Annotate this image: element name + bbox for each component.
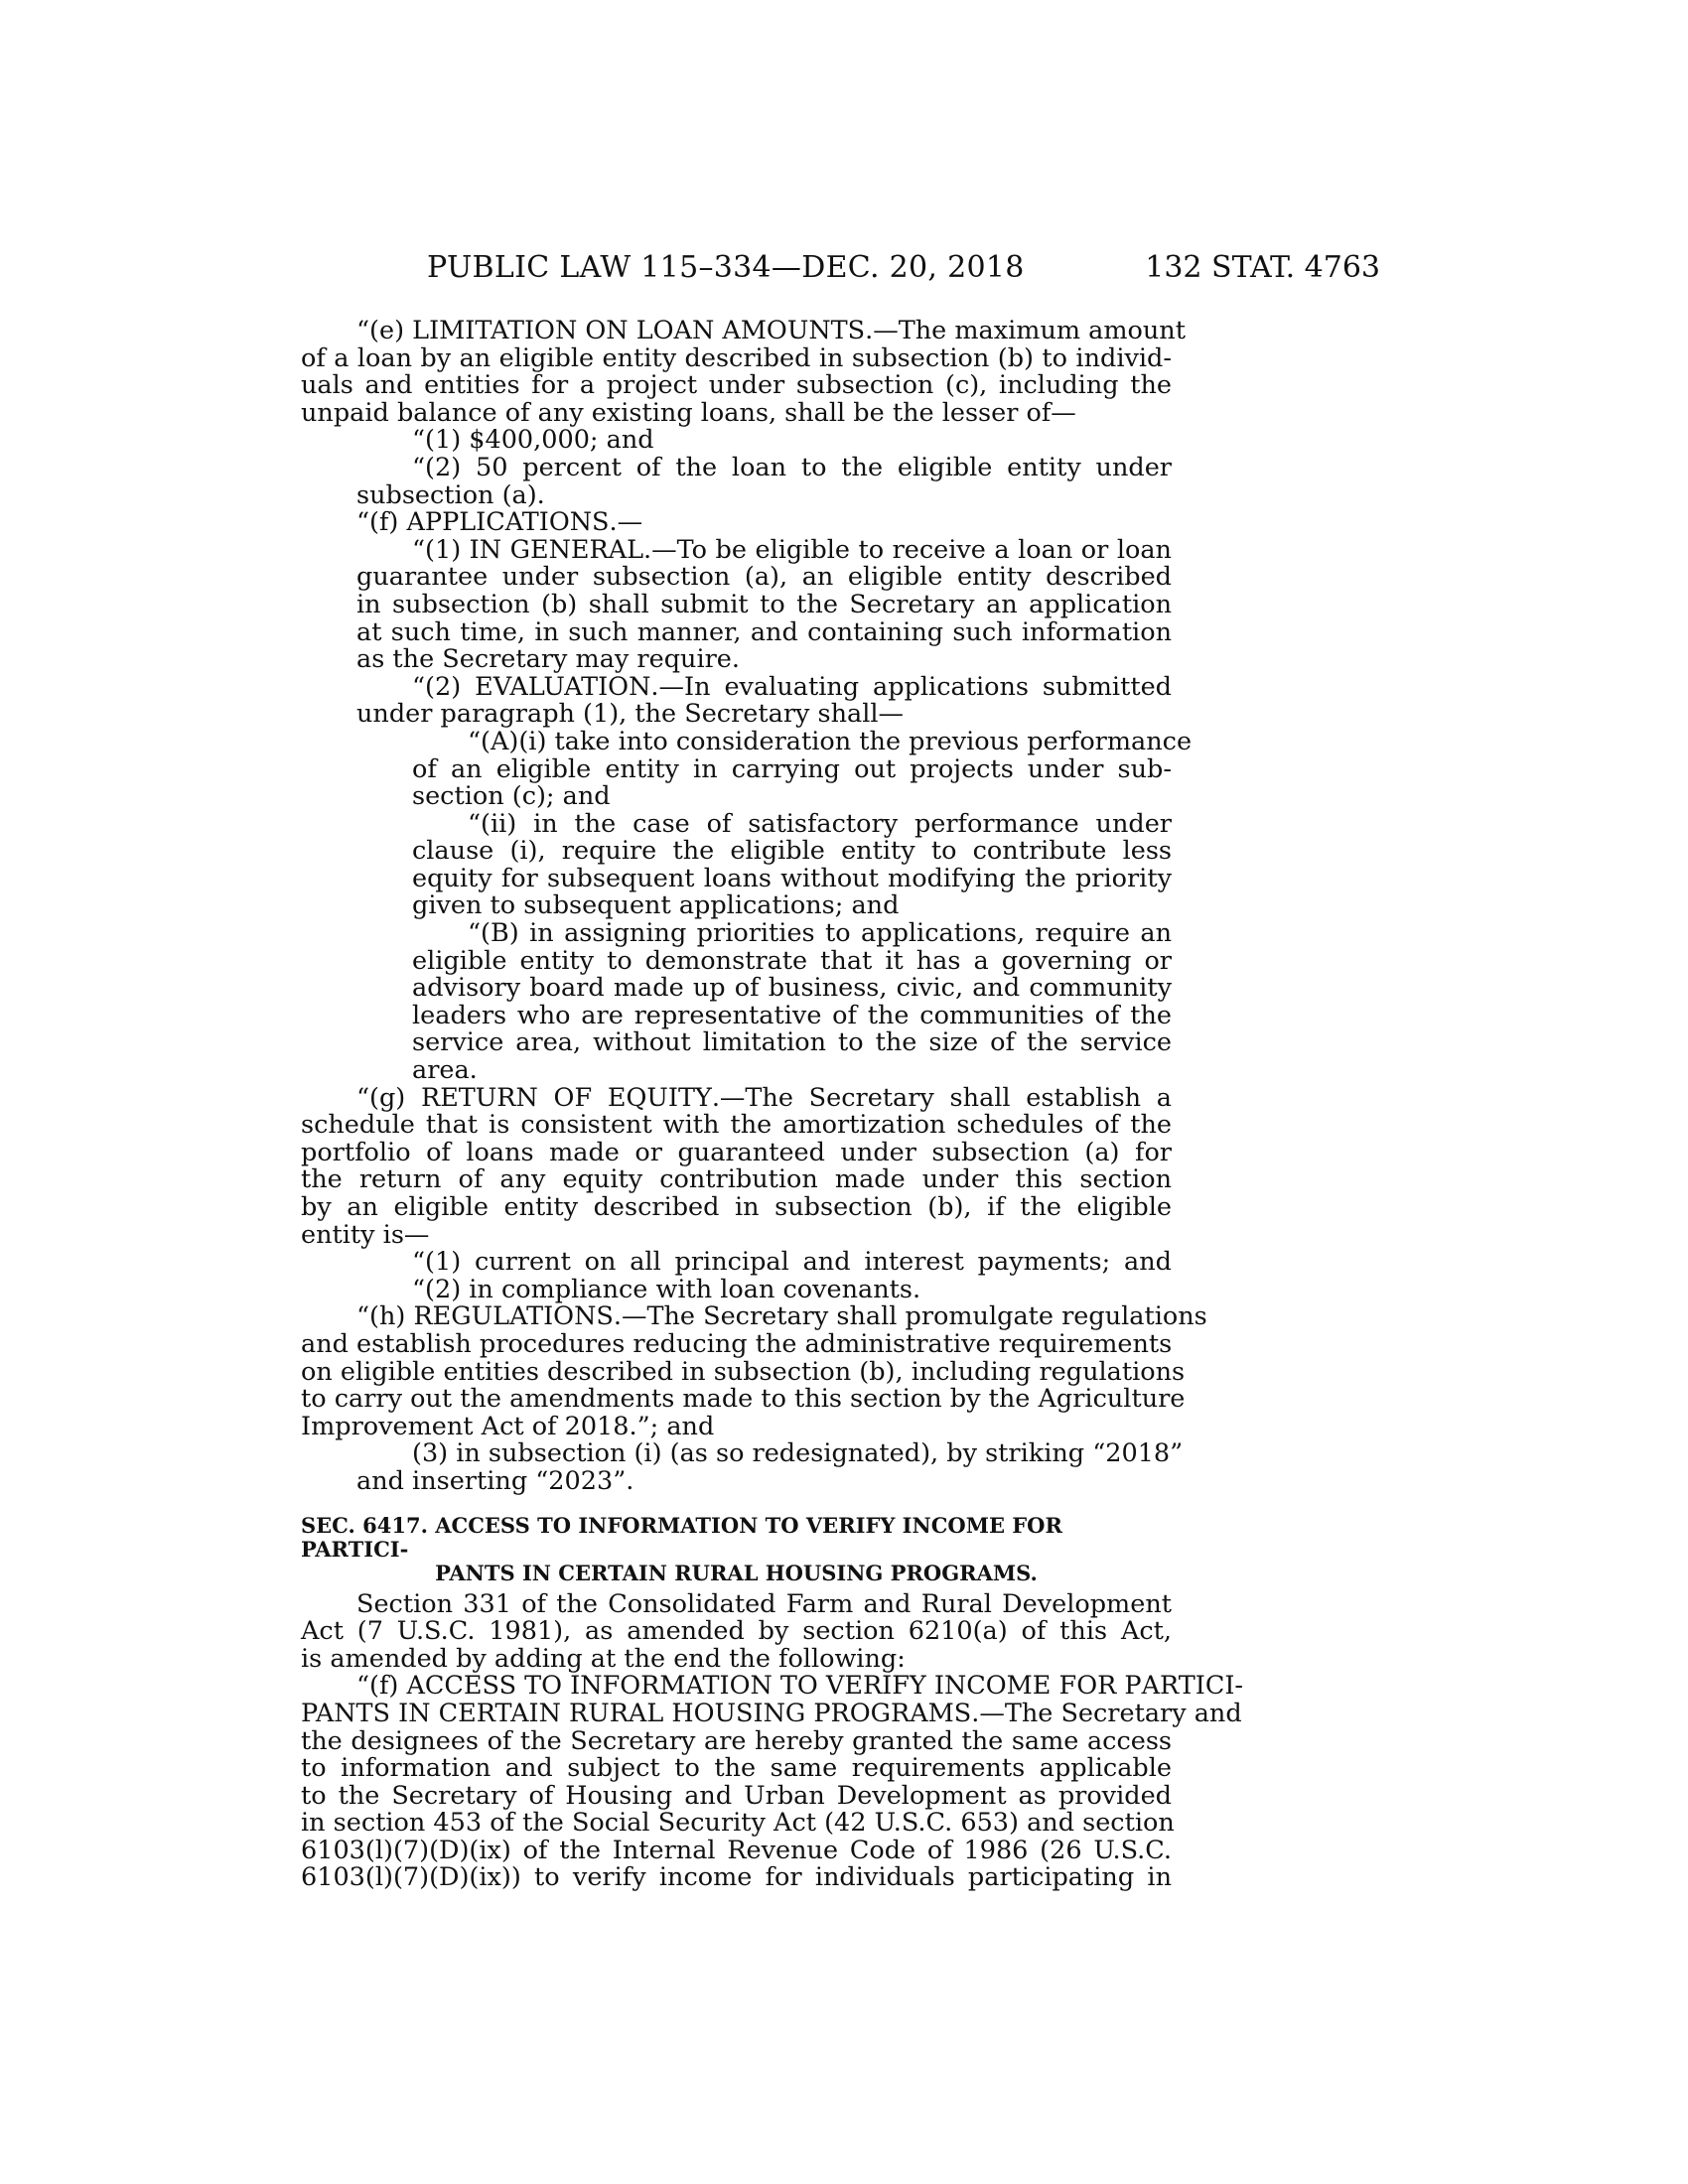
text-line: guarantee under subsection (a), an eligible entity described [356,562,1172,593]
text-line: “(A)(i) take into consideration the previous performance [468,726,1193,756]
text-line: “(f) ACCESS TO INFORMATION TO VERIFY INCOME FOR PARTICI- [356,1671,1244,1702]
text-line: at such time, in such manner, and containing such information [356,616,1172,647]
text-line: “(1) IN GENERAL.—To be eligible to receive a loan or loan [412,534,1172,565]
text-line: unpaid balance of any existing loans, shall be the lesser of— [301,397,1076,428]
text-line: equity for subsequent loans without modifying the priority [412,863,1172,893]
text-line: “(B) in assigning priorities to applications, require an [468,918,1172,949]
text-line: leaders who are representative of the communities of the [412,1000,1172,1030]
text-line: advisory board made up of business, civic, and community [412,973,1172,1004]
text-line: “(g) RETURN OF EQUITY.—The Secretary shall establish a [356,1082,1173,1113]
text-line: to the Secretary of Housing and Urban Development as provided [301,1780,1172,1811]
text-line: Act (7 U.S.C. 1981), as amended by section 6210(a) of this Act, [301,1616,1172,1647]
running-header [298,250,1380,290]
text-line: is amended by adding at the end the following: [301,1643,906,1674]
text-line: Section 331 of the Consolidated Farm and Rural Development [356,1588,1172,1619]
text-line: “(2) in compliance with loan covenants. [412,1274,921,1304]
text-line: the designees of the Secretary are hereby granted the same access [301,1725,1172,1756]
text-line: “(2) EVALUATION.—In evaluating applications submitted [412,671,1172,702]
text-line: eligible entity to demonstrate that it has a governing or [412,945,1172,976]
text-line: to carry out the amendments made to this section by the Agriculture [301,1384,1186,1415]
text-line: the return of any equity contribution made under this section [301,1164,1172,1195]
text-line: “(h) REGULATIONS.—The Secretary shall promulgate regulations [356,1301,1207,1332]
text-line: and establish procedures reducing the administrative requirements [301,1328,1173,1359]
section-heading: SEC. 6417. ACCESS TO INFORMATION TO VERIFY INCOME FOR PARTICI- [301,1512,1062,1562]
text-line: PANTS IN CERTAIN RURAL HOUSING PROGRAMS.—The Secretary and [301,1698,1242,1728]
text-line: service area, without limitation to the size of the service [412,1027,1172,1058]
text-line: “(f) APPLICATIONS.— [356,507,643,538]
text-line: portfolio of loans made or guaranteed under subsection (a) for [301,1137,1172,1167]
text-line: under paragraph (1), the Secretary shall— [356,699,905,730]
text-line: entity is— [301,1219,430,1250]
text-line: Improvement Act of 2018.”; and [301,1411,715,1441]
page-number: 132 STAT. 4763 [1145,250,1380,285]
section-heading-continued: PANTS IN CERTAIN RURAL HOUSING PROGRAMS. [435,1560,1038,1585]
text-line: of a loan by an eligible entity described in subsection (b) to individ- [301,342,1172,373]
text-line: “(1) $400,000; and [412,425,654,456]
text-line: 6103(l)(7)(D)(ix) of the Internal Revenue Code of 1986 (26 U.S.C. [301,1835,1172,1865]
text-line: “(2) 50 percent of the loan to the eligible entity under [412,452,1172,482]
text-line: section (c); and [412,781,611,812]
header-title: PUBLIC LAW 115–334—DEC. 20, 2018 [427,250,1025,285]
text-line: to information and subject to the same requirements applicable [301,1753,1172,1784]
text-line: on eligible entities described in subsection (b), including regulations [301,1356,1186,1387]
text-line: schedule that is consistent with the amortization schedules of the [301,1110,1172,1141]
text-line: and inserting “2023”. [356,1465,634,1496]
text-line: by an eligible entity described in subsection (b), if the eligible [301,1192,1172,1222]
text-line: “(1) current on all principal and interest payments; and [412,1247,1172,1278]
text-line: in section 453 of the Social Security Act (42 U.S.C. 653) and section [301,1808,1175,1839]
text-line: subsection (a). [356,479,545,510]
text-line: as the Secretary may require. [356,644,740,675]
text-line: given to subsequent applications; and [412,890,900,921]
text-line: uals and entities for a project under subsection (c), including the [301,370,1172,401]
text-line: in subsection (b) shall submit to the Secretary an application [356,589,1172,619]
text-line: of an eligible entity in carrying out projects under sub- [412,753,1172,784]
text-line: “(e) LIMITATION ON LOAN AMOUNTS.—The maximum amount [356,316,1186,345]
text-line: clause (i), require the eligible entity to contribute less [412,836,1172,867]
text-line: (3) in subsection (i) (as so redesignated), by striking “2018” [412,1438,1184,1469]
text-line: “(ii) in the case of satisfactory performance under [468,808,1172,839]
text-line: 6103(l)(7)(D)(ix)) to verify income for individuals participating in [301,1862,1172,1893]
body-text [301,316,1244,1893]
text-line: area. [412,1055,478,1086]
